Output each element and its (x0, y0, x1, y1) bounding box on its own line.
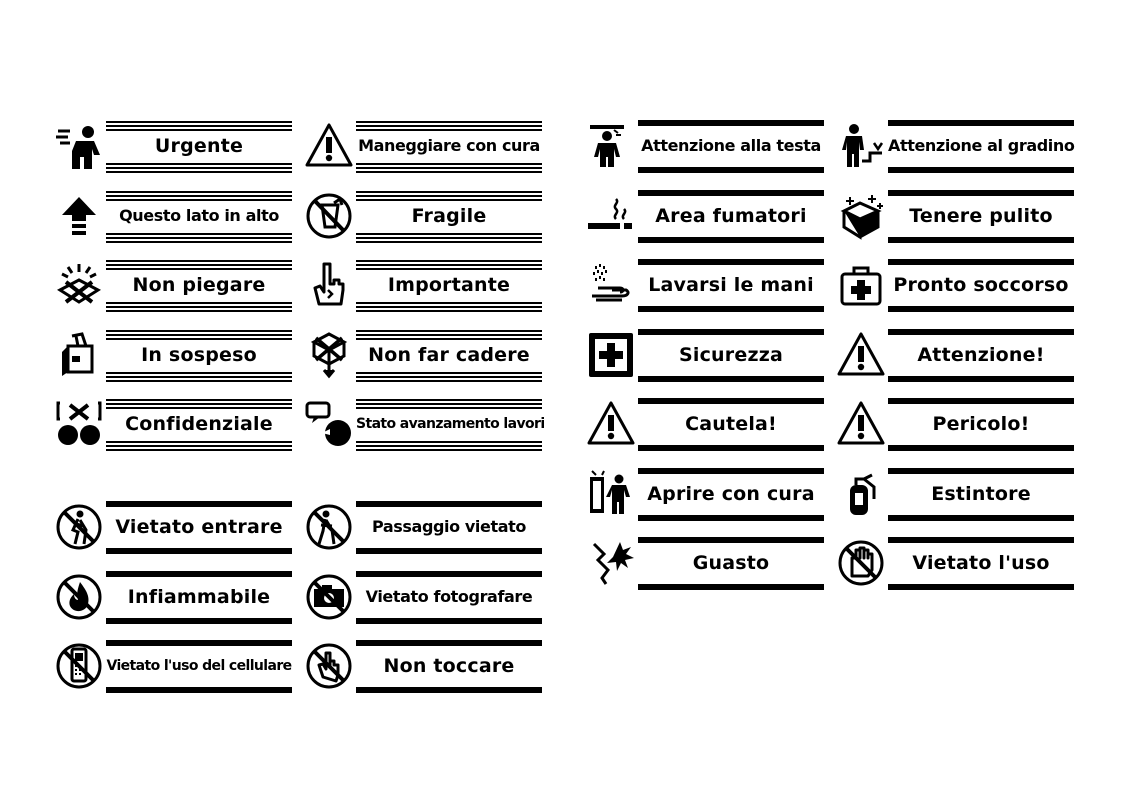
sign-label (836, 467, 1076, 523)
sign-band (106, 500, 292, 556)
sign-band (106, 397, 292, 453)
cigarette-icon (586, 191, 636, 241)
sign-band (888, 119, 1074, 175)
band-rule (356, 330, 542, 332)
sign-label (54, 570, 294, 626)
sign-text: Pronto soccorso (893, 274, 1069, 296)
band-rule (356, 501, 542, 507)
band-rule (638, 537, 824, 543)
sign-text: Infiammabile (127, 585, 271, 608)
band-rule (356, 241, 542, 243)
no-hand-icon (836, 538, 886, 588)
sign-text: Passaggio vietato (372, 517, 526, 536)
band-rule (356, 376, 542, 378)
band-rule (356, 372, 542, 374)
sign-label (836, 258, 1076, 314)
sign-text: Area fumatori (655, 204, 807, 227)
band-rule (356, 618, 542, 624)
falling-box-icon (304, 330, 354, 380)
band-rule (106, 167, 292, 169)
band-rule (888, 445, 1074, 451)
sign-band (638, 119, 824, 175)
band-rule (356, 163, 542, 165)
sign-band (638, 536, 824, 592)
running-person-icon (54, 121, 104, 171)
band-rule (888, 376, 1074, 382)
band-rule (106, 687, 292, 693)
sign-label (586, 467, 826, 523)
sign-label (836, 536, 1076, 592)
band-rule (356, 125, 542, 127)
raised-finger-icon (304, 260, 354, 310)
band-rule (106, 121, 292, 123)
band-rule (638, 468, 824, 474)
warning-triangle-icon (836, 330, 886, 380)
band-rule (106, 310, 292, 312)
band-rule (356, 399, 542, 401)
band-rule (356, 121, 542, 123)
broken-pipe-icon (586, 538, 636, 588)
band-rule (356, 640, 542, 646)
band-rule (106, 306, 292, 308)
sign-text: Questo lato in alto (119, 205, 279, 225)
sign-band (888, 536, 1074, 592)
sign-text: Vietato l'uso (912, 552, 1050, 574)
band-rule (638, 306, 824, 312)
band-rule (356, 167, 542, 169)
sign-text: Maneggiare con cura (358, 136, 540, 155)
band-rule (356, 233, 542, 235)
sign-band (638, 397, 824, 453)
sign-text: Fragile (411, 204, 487, 227)
sign-label (586, 328, 826, 384)
band-rule (888, 167, 1074, 173)
band-rule (888, 120, 1074, 126)
safety-cross-icon (586, 330, 636, 380)
band-rule (106, 403, 292, 405)
band-rule (356, 380, 542, 382)
sign-label (836, 189, 1076, 245)
band-rule (106, 441, 292, 443)
sign-text: Vietato l'uso del cellulare (106, 658, 292, 674)
band-rule (356, 306, 542, 308)
sign-label (586, 189, 826, 245)
sign-band (638, 189, 824, 245)
band-rule (356, 302, 542, 304)
band-rule (888, 259, 1074, 265)
sign-text: Lavarsi le mani (648, 274, 814, 296)
arrow-up-icon (54, 191, 104, 241)
sign-label (304, 500, 544, 556)
band-rule (888, 584, 1074, 590)
warning-triangle-icon (836, 399, 886, 449)
sign-text: Sicurezza (679, 343, 783, 366)
band-rule (356, 571, 542, 577)
sign-text: Importante (387, 274, 511, 296)
sign-band (888, 467, 1074, 523)
band-rule (106, 376, 292, 378)
no-fire-icon (54, 572, 104, 622)
head-bump-icon (586, 121, 636, 171)
band-rule (106, 501, 292, 507)
band-rule (356, 445, 542, 447)
sign-text: Aprire con cura (647, 482, 815, 505)
band-rule (356, 171, 542, 173)
sign-text: Attenzione alla testa (641, 136, 821, 155)
fire-extinguisher-icon (836, 469, 886, 519)
sign-text: Cautela! (685, 413, 777, 435)
sign-text: Vietato entrare (115, 516, 283, 538)
talking-person-icon (304, 399, 354, 449)
band-rule (106, 449, 292, 451)
band-rule (888, 398, 1074, 404)
confidential-icon (54, 399, 104, 449)
band-rule (356, 264, 542, 266)
band-rule (638, 237, 824, 243)
step-icon (836, 121, 886, 171)
sign-label (54, 397, 294, 453)
sign-text: Non piegare (132, 274, 266, 296)
band-rule (106, 264, 292, 266)
sign-band (638, 328, 824, 384)
do-not-bend-icon (54, 260, 104, 310)
no-touch-icon (304, 641, 354, 691)
door-person-icon (586, 469, 636, 519)
band-rule (638, 120, 824, 126)
sign-band (888, 189, 1074, 245)
sign-text: Guasto (692, 552, 770, 574)
band-rule (106, 334, 292, 336)
sign-band (106, 189, 292, 245)
sign-band (888, 258, 1074, 314)
band-rule (106, 237, 292, 239)
sign-text: Attenzione al gradino (888, 136, 1075, 155)
band-rule (106, 445, 292, 447)
warning-triangle-icon (586, 399, 636, 449)
no-camera-icon (304, 572, 354, 622)
sign-label (586, 258, 826, 314)
band-rule (888, 190, 1074, 196)
band-rule (638, 190, 824, 196)
sign-label (586, 536, 826, 592)
sign-text: Urgente (154, 135, 244, 157)
sign-label (836, 397, 1076, 453)
clean-box-icon (836, 191, 886, 241)
sign-label (54, 119, 294, 175)
sign-text: Non far cadere (368, 343, 530, 366)
band-rule (356, 334, 542, 336)
band-rule (638, 398, 824, 404)
sign-label (304, 258, 544, 314)
sign-label (304, 639, 544, 695)
band-rule (638, 259, 824, 265)
sign-label (54, 328, 294, 384)
warning-triangle-icon (304, 121, 354, 171)
band-rule (638, 584, 824, 590)
band-rule (106, 191, 292, 193)
document-holder-icon (54, 330, 104, 380)
band-rule (106, 618, 292, 624)
sign-band (356, 397, 545, 453)
band-rule (356, 310, 542, 312)
band-rule (638, 515, 824, 521)
sign-band (106, 639, 292, 695)
band-rule (356, 441, 542, 443)
sign-label (304, 397, 544, 453)
no-phone-icon (54, 641, 104, 691)
band-rule (638, 167, 824, 173)
sign-band (356, 189, 542, 245)
sign-band (888, 397, 1074, 453)
sign-text: Attenzione! (917, 343, 1045, 366)
sign-text: Estintore (931, 482, 1031, 505)
band-rule (356, 195, 542, 197)
band-rule (888, 468, 1074, 474)
sign-text: Vietato fotografare (365, 586, 533, 606)
band-rule (638, 445, 824, 451)
first-aid-kit-icon (836, 260, 886, 310)
band-rule (106, 380, 292, 382)
sign-label (586, 397, 826, 453)
band-rule (106, 241, 292, 243)
sign-label (304, 189, 544, 245)
band-rule (106, 171, 292, 173)
band-rule (356, 449, 542, 451)
band-rule (888, 237, 1074, 243)
sign-label (54, 189, 294, 245)
sign-label (304, 119, 544, 175)
band-rule (356, 191, 542, 193)
band-rule (356, 403, 542, 405)
hand-wash-icon (586, 260, 636, 310)
band-rule (356, 237, 542, 239)
sign-band (106, 570, 292, 626)
band-rule (106, 233, 292, 235)
sign-text: Non toccare (383, 655, 515, 677)
sign-band (106, 258, 292, 314)
sign-band (356, 258, 542, 314)
band-rule (106, 571, 292, 577)
sign-label (54, 500, 294, 556)
sign-label (54, 258, 294, 314)
band-rule (106, 260, 292, 262)
sign-label (836, 119, 1076, 175)
band-rule (638, 329, 824, 335)
sign-band (638, 258, 824, 314)
sign-text: Pericolo! (932, 413, 1030, 435)
band-rule (106, 399, 292, 401)
band-rule (106, 330, 292, 332)
sign-band (356, 328, 542, 384)
sign-band (888, 328, 1074, 384)
sign-label (304, 570, 544, 626)
sign-band (356, 639, 542, 695)
band-rule (106, 640, 292, 646)
sign-label (54, 639, 294, 695)
band-rule (356, 687, 542, 693)
band-rule (106, 548, 292, 554)
sign-label (836, 328, 1076, 384)
sign-text: In sospeso (141, 343, 257, 366)
broken-glass-icon (304, 191, 354, 241)
band-rule (888, 329, 1074, 335)
sign-band (356, 119, 542, 175)
sign-label (586, 119, 826, 175)
band-rule (888, 306, 1074, 312)
sign-label (304, 328, 544, 384)
band-rule (106, 163, 292, 165)
band-rule (356, 548, 542, 554)
band-rule (888, 537, 1074, 543)
band-rule (638, 376, 824, 382)
sign-band (356, 570, 542, 626)
sign-band (106, 119, 292, 175)
band-rule (106, 302, 292, 304)
sign-text: Stato avanzamento lavori (356, 416, 545, 432)
sign-band (106, 328, 292, 384)
no-entry-person-icon (54, 502, 104, 552)
sign-band (356, 500, 542, 556)
sign-text: Confidenziale (125, 413, 273, 435)
band-rule (106, 372, 292, 374)
sign-band (638, 467, 824, 523)
band-rule (106, 125, 292, 127)
band-rule (106, 195, 292, 197)
sign-text: Tenere pulito (909, 204, 1053, 227)
no-passage-icon (304, 502, 354, 552)
band-rule (356, 260, 542, 262)
band-rule (888, 515, 1074, 521)
